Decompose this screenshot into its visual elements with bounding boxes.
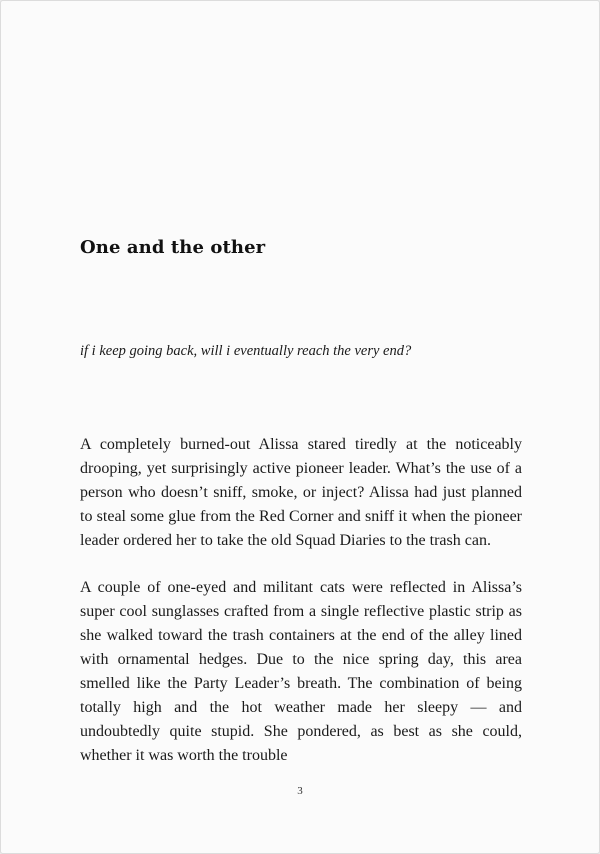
- chapter-title: One and the other: [80, 237, 266, 258]
- body-paragraph: A completely burned-out Alissa stared tiredly at the noticeably drooping, yet surprisingly active pioneer leader. What’s the use of a person who doesn’t sniff, smoke, or inject? Alissa had just planned to steal some glue from the Red Corner and sniff it when the pioneer leader ordered her to take the old Squad Diaries to the trash can.: [80, 436, 522, 549]
- page-number: 3: [297, 785, 303, 797]
- body-paragraph: A couple of one-eyed and militant cats were reflected in Alissa’s super cool sunglasses crafted from a single reflective plastic strip as she walked toward the trash containers at the end of the alley lined with ornamental hedges. Due to the nice spring day, this area smelled like the Party Leader’s breath. The combination of being totally high and the hot weather made her sleepy — and undoubtedly quite stupid. She pondered, as best as she could, whether it was worth the trouble: [80, 579, 522, 764]
- chapter-body: [80, 433, 522, 791]
- chapter-epigraph: if i keep going back, will i eventually reach the very end?: [80, 343, 412, 359]
